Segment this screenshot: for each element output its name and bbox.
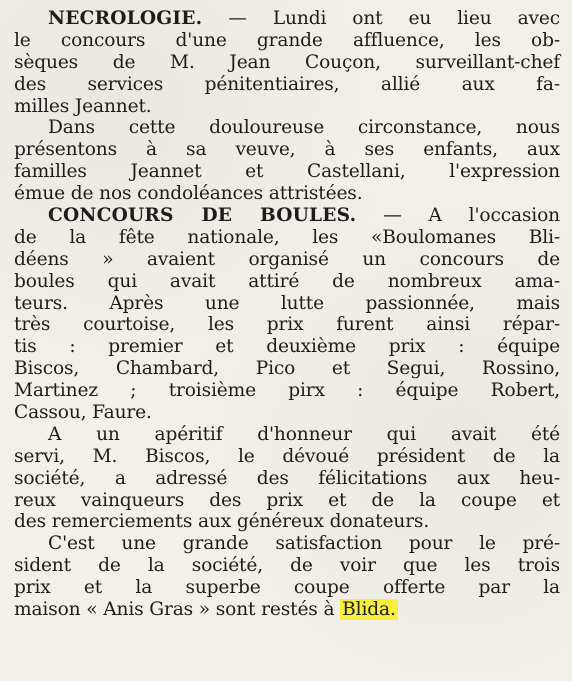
line-text: servi, M. Biscos, le dévoué président de la [14, 445, 560, 467]
highlighted-word: Blida. [342, 599, 396, 621]
section-heading: CONCOURS DE BOULES. [48, 205, 357, 227]
article-line [14, 52, 560, 74]
line-text: le concours d'une grande affluence, les ob- [14, 29, 560, 51]
line-text: présentons à sa veuve, à ses enfants, aux [14, 139, 560, 161]
article-line [14, 599, 560, 621]
article-line [14, 183, 560, 205]
line-text: des services pénitentiaires, allié aux fa- [14, 73, 560, 95]
article-line [14, 358, 560, 380]
line-text: déens » avaient organisé un concours de [14, 248, 560, 270]
article-line [14, 249, 560, 271]
line-text: — Lundi ont eu lieu avec [228, 8, 560, 29]
line-text: des remerciements aux généreux donateurs. [14, 511, 430, 533]
line-text: familles Jeannet et Castellani, l'expression [14, 161, 560, 183]
article-line [14, 74, 560, 96]
line-text: sèques de M. Jean Couçon, surveillant-chef [14, 51, 560, 73]
line-text: sident de la société, de voir que les trois [14, 555, 560, 577]
line-text: teurs. Après une lutte passionnée, mais [14, 292, 560, 314]
article-line [14, 511, 560, 533]
article-line [14, 293, 560, 315]
article-line [14, 555, 560, 577]
article-line [14, 205, 560, 227]
article-line [14, 336, 560, 358]
article-column [14, 8, 560, 621]
line-text: Dans cette douloureuse circonstance, nous [48, 117, 560, 139]
line-text: de la fête nationale, les «Boulomanes Bli- [14, 226, 560, 248]
line-text: tis : premier et deuxième prix : équipe [14, 336, 560, 358]
article-line [14, 271, 560, 293]
line-text: boules qui avait attiré de nombreux ama- [14, 270, 560, 292]
line-text: reux vainqueurs des prix et de la coupe et [14, 489, 560, 511]
article-line [14, 139, 560, 161]
line-text: A un apéritif d'honneur qui avait été [48, 423, 560, 445]
line-text: prix et la superbe coupe offerte par la [14, 577, 560, 599]
article-line [14, 577, 560, 599]
article-line [14, 380, 560, 402]
article-line [14, 446, 560, 468]
line-text: émue de nos condoléances attristées. [14, 183, 363, 205]
article-line [14, 533, 560, 555]
section-heading: NECROLOGIE. [48, 8, 203, 29]
line-text: très courtoise, les prix furent ainsi répar- [14, 314, 560, 336]
line-text: société, a adressé des félicitations aux heu- [14, 467, 560, 489]
article-line [14, 314, 560, 336]
article-line [14, 96, 560, 118]
line-text: — A l'occasion [383, 205, 560, 227]
line-text: C'est une grande satisfaction pour le pré- [48, 533, 560, 555]
article-line [14, 8, 560, 30]
line-text: Cassou, Faure. [14, 402, 152, 424]
article-line [14, 402, 560, 424]
line-text: Biscos, Chambard, Pico et Segui, Rossino, [14, 358, 560, 380]
line-text: milles Jeannet. [14, 95, 152, 117]
line-text: Martinez ; troisième pirx : équipe Robert, [14, 380, 560, 402]
article-line [14, 424, 560, 446]
article-line [14, 468, 560, 490]
article-line [14, 117, 560, 139]
line-text: maison « Anis Gras » sont restés à [14, 599, 335, 621]
article-line [14, 161, 560, 183]
article-line [14, 490, 560, 512]
article-line [14, 227, 560, 249]
article-line [14, 30, 560, 52]
